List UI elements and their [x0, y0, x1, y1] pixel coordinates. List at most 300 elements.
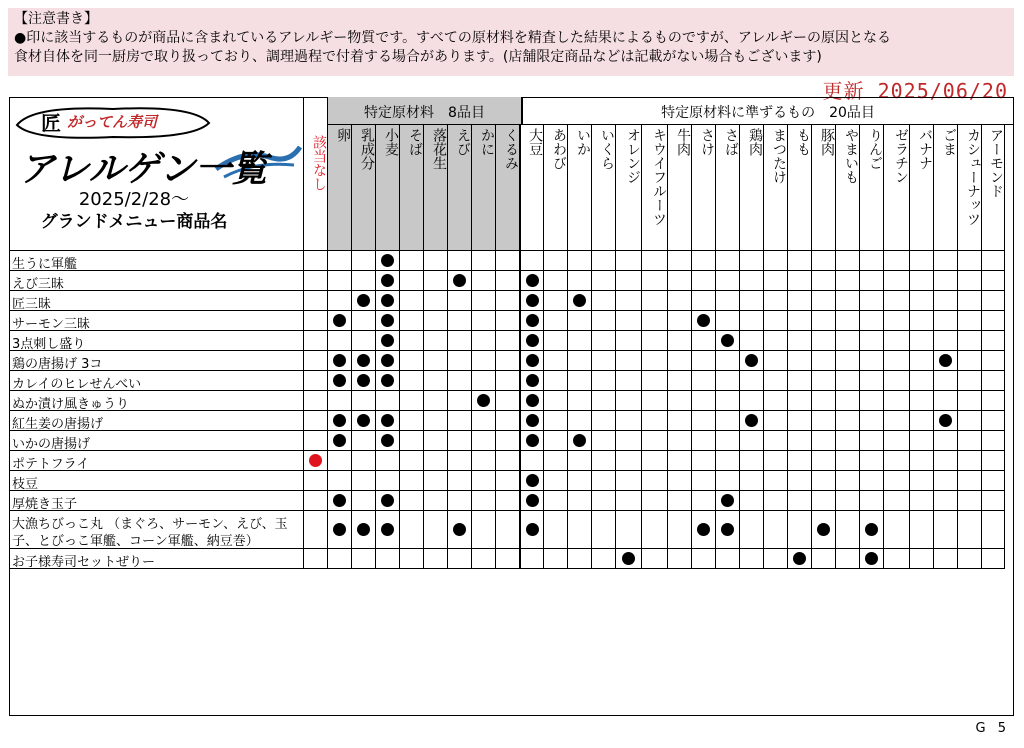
- allergen-column-header: [496, 125, 520, 251]
- brand-mark: 匠: [41, 111, 61, 135]
- allergen-cell: [934, 391, 958, 411]
- table-row: [9, 291, 304, 311]
- allergen-cell: [520, 391, 544, 411]
- allergen-cell: [520, 411, 544, 431]
- allergen-cell: [642, 511, 668, 549]
- allergen-cell: [812, 331, 836, 351]
- allergen-cell: [884, 351, 910, 371]
- page-number: G 5: [975, 721, 1010, 736]
- allergen-mark: [526, 523, 539, 536]
- allergen-cell: [448, 411, 472, 431]
- allergen-cell: [568, 471, 592, 491]
- allergen-cell: [544, 371, 568, 391]
- allergen-cell: [328, 471, 352, 491]
- allergen-mark: [526, 294, 539, 307]
- allergen-cell: [836, 291, 860, 311]
- none-cell: [304, 431, 328, 451]
- none-cell: [304, 331, 328, 351]
- allergen-cell: [376, 291, 400, 311]
- allergen-cell: [910, 291, 934, 311]
- none-mark: [309, 454, 322, 467]
- allergen-cell: [860, 471, 884, 491]
- allergen-cell: [958, 351, 982, 371]
- allergen-cell: [448, 351, 472, 371]
- none-label: 該当なし: [311, 135, 327, 191]
- allergen-cell: [788, 331, 812, 351]
- none-cell: [304, 311, 328, 331]
- notice-line-1: ●印に該当するものが商品に含まれているアレルギー物質です。すべての原材料を精査した結果によるものですが、アレルギーの原因となる: [14, 30, 891, 46]
- allergen-mark: [526, 434, 539, 447]
- allergen-label: 豚肉: [819, 128, 835, 156]
- allergen-cell: [424, 491, 448, 511]
- allergen-cell: [616, 549, 642, 569]
- allergen-cell: [520, 371, 544, 391]
- allergen-cell: [544, 331, 568, 351]
- allergen-cell: [716, 331, 740, 351]
- allergen-cell: [982, 331, 1005, 351]
- allergen-label: いくら: [599, 128, 615, 170]
- allergen-label: 小麦: [383, 128, 399, 156]
- allergen-cell: [692, 391, 716, 411]
- allergen-cell: [982, 311, 1005, 331]
- allergen-cell: [692, 331, 716, 351]
- allergen-cell: [376, 471, 400, 491]
- allergen-label: えび: [455, 128, 471, 156]
- allergen-cell: [496, 411, 520, 431]
- allergen-cell: [812, 431, 836, 451]
- allergen-cell: [692, 291, 716, 311]
- allergen-mark: [333, 374, 346, 387]
- allergen-cell: [982, 549, 1005, 569]
- allergen-cell: [716, 251, 740, 271]
- allergen-cell: [424, 549, 448, 569]
- allergen-cell: [352, 371, 376, 391]
- allergen-cell: [740, 351, 764, 371]
- allergen-cell: [472, 471, 496, 491]
- allergen-cell: [958, 431, 982, 451]
- allergen-cell: [328, 431, 352, 451]
- table-row: [9, 411, 304, 431]
- table-row: [9, 451, 304, 471]
- allergen-cell: [424, 251, 448, 271]
- allergen-cell: [424, 331, 448, 351]
- allergen-cell: [836, 391, 860, 411]
- allergen-cell: [740, 549, 764, 569]
- allergen-cell: [884, 511, 910, 549]
- allergen-cell: [836, 271, 860, 291]
- allergen-column-header: [328, 125, 352, 251]
- allergen-cell: [740, 251, 764, 271]
- allergen-cell: [400, 411, 424, 431]
- allergen-cell: [544, 251, 568, 271]
- allergen-cell: [716, 391, 740, 411]
- notice-heading: 【注意書き】: [14, 11, 98, 27]
- allergen-cell: [616, 291, 642, 311]
- allergen-cell: [592, 331, 616, 351]
- allergen-column-header: [568, 125, 592, 251]
- allergen-cell: [668, 251, 692, 271]
- allergen-cell: [788, 511, 812, 549]
- none-cell: [304, 491, 328, 511]
- allergen-cell: [884, 471, 910, 491]
- allergen-cell: [328, 311, 352, 331]
- allergen-cell: [568, 411, 592, 431]
- allergen-cell: [568, 549, 592, 569]
- allergen-cell: [716, 371, 740, 391]
- allergen-cell: [472, 511, 496, 549]
- allergen-cell: [982, 511, 1005, 549]
- allergen-cell: [740, 411, 764, 431]
- allergen-cell: [328, 491, 352, 511]
- allergen-mark: [381, 334, 394, 347]
- allergen-mark: [381, 314, 394, 327]
- allergen-cell: [642, 251, 668, 271]
- allergen-cell: [884, 549, 910, 569]
- allergen-cell: [616, 311, 642, 331]
- allergen-cell: [692, 411, 716, 431]
- allergen-cell: [400, 331, 424, 351]
- allergen-cell: [764, 331, 788, 351]
- allergen-label: 落花生: [431, 128, 447, 170]
- allergen-mark: [381, 523, 394, 536]
- allergen-cell: [716, 491, 740, 511]
- allergen-column-header: [716, 125, 740, 251]
- allergen-cell: [910, 311, 934, 331]
- allergen-cell: [668, 411, 692, 431]
- allergen-cell: [400, 371, 424, 391]
- item-name-continued: 子、とびっこ軍艦、コーン軍艦、納豆巻）: [12, 534, 259, 549]
- allergen-cell: [328, 291, 352, 311]
- allergen-mark: [622, 552, 635, 565]
- allergen-cell: [884, 311, 910, 331]
- updated-date: 更新 2025/06/20: [822, 79, 1008, 103]
- allergen-cell: [788, 431, 812, 451]
- allergen-cell: [352, 351, 376, 371]
- allergen-cell: [812, 549, 836, 569]
- allergen-cell: [884, 391, 910, 411]
- allergen-cell: [764, 371, 788, 391]
- allergen-mark: [333, 523, 346, 536]
- allergen-cell: [958, 251, 982, 271]
- allergen-column-header: [982, 125, 1005, 251]
- allergen-column-header: [592, 125, 616, 251]
- allergen-cell: [616, 391, 642, 411]
- allergen-cell: [616, 471, 642, 491]
- allergen-mark: [939, 354, 952, 367]
- allergen-mark: [745, 354, 758, 367]
- none-cell: [304, 511, 328, 549]
- allergen-mark: [526, 314, 539, 327]
- allergen-cell: [642, 351, 668, 371]
- item-name: ポテトフライ: [12, 457, 90, 472]
- allergen-label: ゼラチン: [893, 128, 909, 184]
- allergen-cell: [642, 411, 668, 431]
- allergen-cell: [448, 549, 472, 569]
- allergen-cell: [934, 411, 958, 431]
- allergen-cell: [424, 291, 448, 311]
- allergen-cell: [934, 351, 958, 371]
- allergen-label: やまいも: [843, 128, 859, 184]
- item-name: 厚焼き玉子: [12, 497, 78, 512]
- allergen-cell: [472, 251, 496, 271]
- allergen-column-header: [642, 125, 668, 251]
- table-row: [9, 491, 304, 511]
- allergen-mark: [721, 523, 734, 536]
- allergen-cell: [328, 271, 352, 291]
- allergen-cell: [472, 311, 496, 331]
- allergen-cell: [910, 371, 934, 391]
- allergen-cell: [934, 291, 958, 311]
- allergen-mark: [865, 523, 878, 536]
- allergen-mark: [333, 314, 346, 327]
- allergen-cell: [740, 291, 764, 311]
- item-name: 3点刺し盛り: [12, 337, 86, 352]
- allergen-cell: [716, 351, 740, 371]
- allergen-cell: [740, 451, 764, 471]
- allergen-cell: [472, 271, 496, 291]
- allergen-cell: [692, 311, 716, 331]
- allergen-mark: [357, 294, 370, 307]
- allergen-cell: [788, 391, 812, 411]
- table-row: [9, 391, 304, 411]
- allergen-cell: [592, 491, 616, 511]
- table-row: [9, 371, 304, 391]
- allergen-cell: [958, 451, 982, 471]
- allergen-cell: [692, 549, 716, 569]
- allergen-cell: [958, 311, 982, 331]
- allergen-cell: [812, 391, 836, 411]
- allergen-cell: [376, 511, 400, 549]
- allergen-cell: [592, 251, 616, 271]
- allergen-cell: [568, 511, 592, 549]
- allergen-cell: [352, 471, 376, 491]
- allergen-cell: [884, 451, 910, 471]
- allergen-cell: [836, 411, 860, 431]
- allergen-cell: [812, 351, 836, 371]
- allergen-cell: [568, 371, 592, 391]
- none-cell: [304, 549, 328, 569]
- allergen-cell: [836, 451, 860, 471]
- table-row: [9, 511, 304, 549]
- allergen-cell: [376, 331, 400, 351]
- allergen-cell: [764, 549, 788, 569]
- table-row: [9, 331, 304, 351]
- allergen-cell: [400, 291, 424, 311]
- allergen-mark: [526, 274, 539, 287]
- allergen-cell: [764, 491, 788, 511]
- allergen-cell: [400, 271, 424, 291]
- allergen-label: アーモンド: [988, 128, 1004, 198]
- allergen-cell: [496, 351, 520, 371]
- allergen-cell: [496, 271, 520, 291]
- allergen-cell: [448, 251, 472, 271]
- allergen-cell: [812, 271, 836, 291]
- allergen-cell: [668, 331, 692, 351]
- allergen-cell: [520, 491, 544, 511]
- allergen-column-header: [692, 125, 716, 251]
- allergen-cell: [544, 431, 568, 451]
- allergen-mark: [357, 374, 370, 387]
- allergen-mark: [697, 314, 710, 327]
- allergen-cell: [424, 391, 448, 411]
- allergen-label: そば: [407, 128, 423, 156]
- allergen-cell: [764, 471, 788, 491]
- allergen-label: 大豆: [527, 128, 543, 156]
- allergen-cell: [400, 451, 424, 471]
- allergen-cell: [788, 491, 812, 511]
- allergen-cell: [472, 451, 496, 471]
- allergen-mark: [573, 294, 586, 307]
- allergen-cell: [568, 391, 592, 411]
- allergen-cell: [642, 291, 668, 311]
- table-row: [9, 431, 304, 451]
- none-column-header: [304, 97, 328, 251]
- allergen-cell: [424, 411, 448, 431]
- allergen-cell: [568, 251, 592, 271]
- allergen-label: 卵: [335, 128, 351, 142]
- allergen-cell: [472, 411, 496, 431]
- allergen-cell: [934, 311, 958, 331]
- allergen-cell: [544, 291, 568, 311]
- allergen-column-header: [764, 125, 788, 251]
- allergen-mark: [357, 414, 370, 427]
- allergen-cell: [788, 251, 812, 271]
- allergen-cell: [568, 351, 592, 371]
- allergen-cell: [934, 431, 958, 451]
- menu-name-header: グランドメニュー商品名: [40, 212, 228, 232]
- allergen-cell: [616, 491, 642, 511]
- item-name: ぬか漬け風きゅうり: [12, 397, 130, 412]
- allergen-cell: [860, 491, 884, 511]
- allergen-cell: [836, 549, 860, 569]
- allergen-cell: [352, 271, 376, 291]
- allergen-cell: [592, 391, 616, 411]
- allergen-cell: [376, 491, 400, 511]
- allergen-cell: [884, 251, 910, 271]
- allergen-cell: [958, 331, 982, 351]
- allergen-cell: [958, 471, 982, 491]
- allergen-cell: [568, 451, 592, 471]
- allergen-cell: [982, 471, 1005, 491]
- allergen-cell: [692, 471, 716, 491]
- allergen-cell: [860, 251, 884, 271]
- allergen-cell: [424, 351, 448, 371]
- allergen-mark: [526, 394, 539, 407]
- allergen-label: さば: [723, 128, 739, 156]
- allergen-cell: [424, 451, 448, 471]
- allergen-cell: [860, 331, 884, 351]
- allergen-mark: [357, 354, 370, 367]
- allergen-cell: [860, 431, 884, 451]
- allergen-cell: [884, 431, 910, 451]
- table-row: [9, 311, 304, 331]
- allergen-cell: [692, 431, 716, 451]
- allergen-cell: [910, 511, 934, 549]
- allergen-cell: [934, 331, 958, 351]
- table-row: [9, 471, 304, 491]
- allergen-cell: [860, 549, 884, 569]
- allergen-cell: [352, 331, 376, 351]
- allergen-column-header: [910, 125, 934, 251]
- allergen-cell: [716, 451, 740, 471]
- allergen-column-header: [520, 125, 544, 251]
- allergen-cell: [376, 549, 400, 569]
- allergen-cell: [472, 351, 496, 371]
- allergen-column-header: [740, 125, 764, 251]
- allergen-mark: [453, 523, 466, 536]
- allergen-cell: [616, 251, 642, 271]
- allergen-cell: [520, 291, 544, 311]
- allergen-cell: [472, 331, 496, 351]
- allergen-cell: [520, 331, 544, 351]
- none-cell: [304, 391, 328, 411]
- allergen-cell: [884, 271, 910, 291]
- allergen-cell: [836, 331, 860, 351]
- allergen-cell: [376, 451, 400, 471]
- allergen-cell: [616, 451, 642, 471]
- allergen-cell: [910, 391, 934, 411]
- allergen-cell: [592, 471, 616, 491]
- group-header-specified: [328, 97, 522, 125]
- allergen-cell: [740, 311, 764, 331]
- allergen-cell: [958, 491, 982, 511]
- allergen-mark: [333, 434, 346, 447]
- allergen-cell: [860, 411, 884, 431]
- allergen-cell: [836, 511, 860, 549]
- allergen-mark: [526, 374, 539, 387]
- allergen-cell: [934, 511, 958, 549]
- allergen-column-header: [544, 125, 568, 251]
- none-cell: [304, 251, 328, 271]
- allergen-cell: [496, 371, 520, 391]
- allergen-cell: [958, 411, 982, 431]
- allergen-cell: [376, 371, 400, 391]
- allergen-cell: [642, 491, 668, 511]
- allergen-mark: [381, 414, 394, 427]
- allergen-label: キウイフルーツ: [651, 128, 667, 226]
- allergen-cell: [982, 351, 1005, 371]
- allergen-cell: [668, 491, 692, 511]
- allergen-cell: [448, 331, 472, 351]
- allergen-cell: [400, 391, 424, 411]
- allergen-cell: [788, 311, 812, 331]
- allergen-cell: [764, 291, 788, 311]
- allergen-cell: [544, 451, 568, 471]
- allergen-cell: [352, 411, 376, 431]
- allergen-cell: [616, 411, 642, 431]
- allergen-cell: [764, 271, 788, 291]
- allergen-label: かに: [479, 128, 495, 156]
- allergen-cell: [812, 471, 836, 491]
- allergen-cell: [812, 451, 836, 471]
- allergen-cell: [836, 491, 860, 511]
- allergen-label: バナナ: [917, 128, 933, 170]
- allergen-cell: [376, 351, 400, 371]
- allergen-cell: [788, 451, 812, 471]
- table-row: [9, 549, 304, 569]
- allergen-mark: [865, 552, 878, 565]
- allergen-cell: [642, 431, 668, 451]
- allergen-cell: [740, 511, 764, 549]
- allergen-cell: [716, 549, 740, 569]
- allergen-column-header: [958, 125, 982, 251]
- allergen-cell: [400, 511, 424, 549]
- allergen-cell: [544, 491, 568, 511]
- allergen-cell: [376, 251, 400, 271]
- allergen-cell: [400, 491, 424, 511]
- allergen-cell: [910, 331, 934, 351]
- allergen-cell: [692, 351, 716, 371]
